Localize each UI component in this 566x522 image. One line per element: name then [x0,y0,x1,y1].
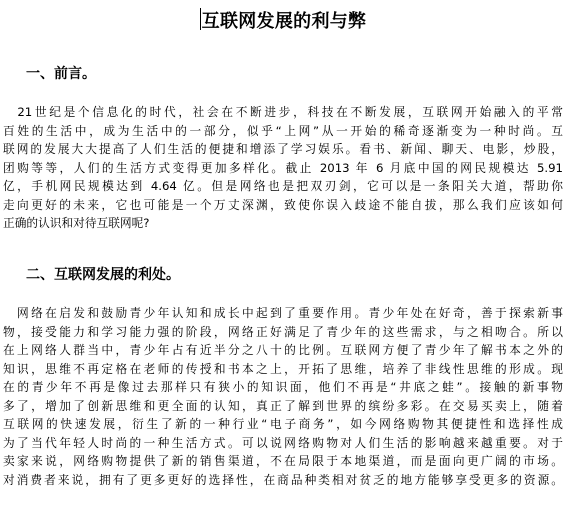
paragraph-line: 联网的发展大大提高了人们生活的便捷和增添了学习娱乐。看书、新闻、聊天、电影，炒股， [3,142,563,156]
paragraph-line: 物，接受能力和学习能力强的阶段，网络正好满足了青少年的这些需求，与之相吻合。所以 [3,324,563,339]
text-cursor [200,8,201,30]
paragraph-line: 百姓的生活中，成为生活中的一部分，似乎“上网”从一开始的稀奇逐渐变为一种时尚。互 [3,123,563,138]
paragraph-line: 对消费者来说，拥有了更多更好的选择性，在商品种类相对贫乏的地方能够享受更多的资源。 [3,472,563,487]
paragraph-line: 为了当代年轻人时尚的一种生活方式。可以说网络购物对人们生活的影响越来越重要。对于 [3,435,563,450]
paragraph-line: 走向更好的未来，它也可能是一个万丈深渊，致使你误入歧途不能自拔，那么我们应该如何 [3,197,563,212]
paragraph-line: 互联网的快速发展，衍生了新的一种行业“电子商务”，如今网络购物其便捷性和选择性成 [3,417,563,431]
paragraph-line: 在上网络人群当中，青少年占有近半分之八十的比例。互联网方便了青少年了解书本之外的 [3,343,563,357]
section-heading-benefits[interactable]: 二、互联网发展的利处。 [26,267,180,283]
document-title[interactable]: 互联网发展的利与弊 [201,11,367,32]
paragraph-line: 亿，手机网民规模达到 4.64 亿。但是网络也是把双刃剑，它可以是一条阳关大道，帮助你 [3,179,563,193]
paragraph-benefits[interactable] [3,304,563,489]
paragraph-line: 正确的认识和对待互联网呢? [3,216,150,230]
paragraph-line: 在的青少年不再是像过去那样只有狭小的知识面，他们不再是“井底之蛙”。接触的新事物 [3,380,563,394]
title-row [0,8,566,35]
section-heading-preface[interactable]: 一、前言。 [26,66,96,82]
paragraph-line: 知识，思维不再定格在老师的传授和书本之上，开拓了思维，培养了非线性思维的形成。现 [3,361,563,376]
paragraph-preface[interactable] [3,103,563,233]
paragraph-line: 卖家来说，网络购物提供了新的销售渠道，不在局限于本地渠道，而是面向更广阔的市场。 [3,454,563,468]
paragraph-line: 团购等等，人们的生活方式变得更加多样化。截止 2013 年 6 月底中国的网民规模达 5.91 [3,160,563,175]
paragraph-line: 多了，增加了创新思维和更全面的认知，真正了解到世界的缤纷多彩。在交易买卖上，随着 [3,398,563,413]
paragraph-line: 21世纪是个信息化的时代，社会在不断进步，科技在不断发展，互联网开始融入的平常 [3,105,563,119]
paragraph-line: 网络在启发和鼓励青少年认知和成长中起到了重要作用。青少年处在好奇，善于探索新事 [3,306,563,320]
